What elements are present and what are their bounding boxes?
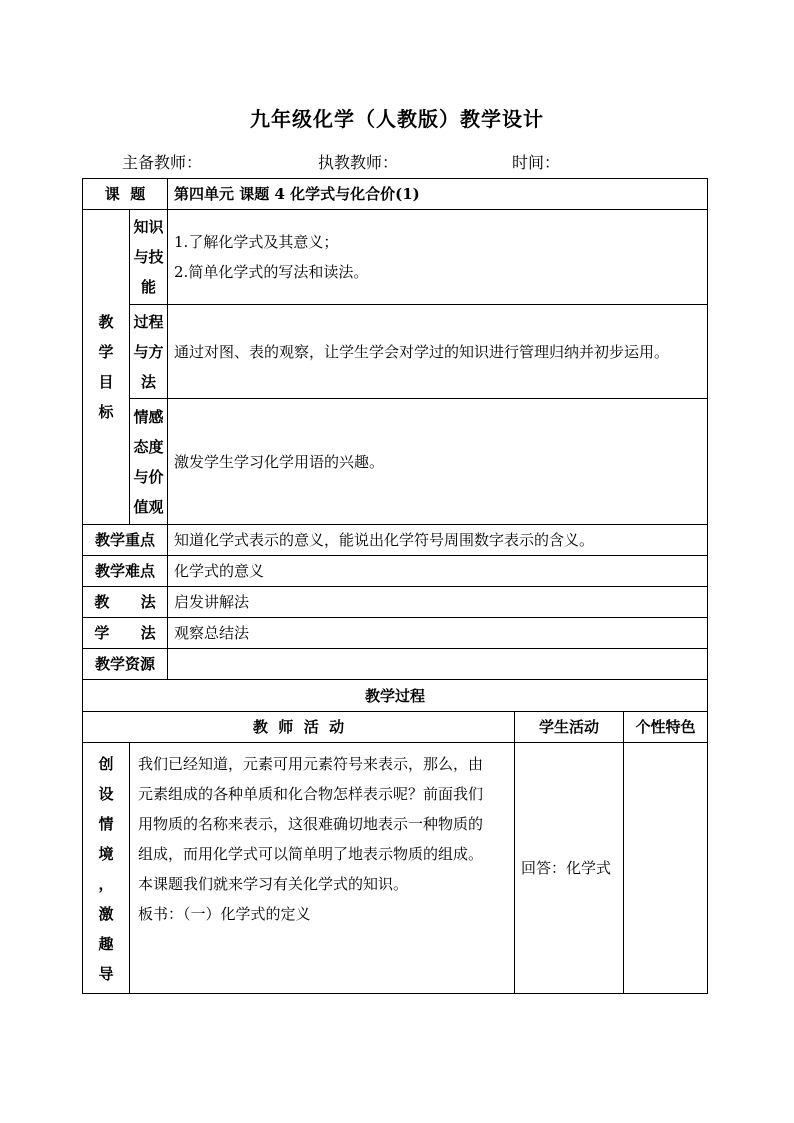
topic-row <box>83 179 708 210</box>
learning-method-value: 观察总结法 <box>168 618 708 649</box>
resources-value <box>168 649 708 680</box>
time-label: 时间： <box>512 153 561 172</box>
process-title: 教学过程 <box>83 680 708 712</box>
lesson-plan-table <box>82 178 708 994</box>
resources-label: 教学资源 <box>83 649 168 680</box>
teacher-activity-content: 我们已经知道，元素可用元素符号来表示，那么，由 元素组成的各种单质和化合物怎样表示呢？前面我们 用物质的名称来表示，这很难确切地表示一种物质的 组成，而用化学式可以简单明了地表示物质的组成。 本课题我们就来学习有关化学式的知识。 板书：（一）化学式的定义 <box>130 743 515 994</box>
teaching-method-value: 启发讲解法 <box>168 587 708 618</box>
lead-teacher-label: 主备教师： <box>122 153 203 172</box>
key-points-label: 教学重点 <box>83 525 168 556</box>
topic-value: 第四单元 课题 4 化学式与化合价(1) <box>168 179 708 210</box>
personal-feature-content <box>624 743 708 994</box>
difficulties-value: 化学式的意义 <box>168 556 708 587</box>
process-method-content: 通过对图、表的观察，让学生学会对学过的知识进行管理归纳并初步运用。 <box>168 305 708 399</box>
topic-label: 课 题 <box>83 179 168 210</box>
difficulties-label: 教学难点 <box>83 556 168 587</box>
goal-knowledge-row <box>83 210 708 305</box>
goal-emotion-row <box>83 399 708 525</box>
learning-method-row <box>83 618 708 649</box>
process-title-row <box>83 680 708 712</box>
teacher-activity-header: 教 师 活 动 <box>83 712 515 743</box>
goal-process-row <box>83 305 708 399</box>
teaching-goals-label: 教 学 目 标 <box>83 210 130 525</box>
process-method-label: 过程 与方 法 <box>130 305 168 399</box>
teaching-method-label: 教 法 <box>83 587 168 618</box>
key-points-row <box>83 525 708 556</box>
stage-label: 创 设 情 境 ， 激 趣 导 <box>83 743 130 994</box>
difficulties-row <box>83 556 708 587</box>
student-activity-header: 学生活动 <box>515 712 624 743</box>
teaching-teacher-label: 执教教师： <box>318 153 399 172</box>
document-title: 九年级化学（人教版）教学设计 <box>250 107 544 131</box>
knowledge-skill-content: 1.了解化学式及其意义； 2.简单化学式的写法和读法。 <box>168 210 708 305</box>
emotion-attitude-content: 激发学生学习化学用语的兴趣。 <box>168 399 708 525</box>
process-header-row <box>83 712 708 743</box>
learning-method-label: 学 法 <box>83 618 168 649</box>
key-points-value: 知道化学式表示的意义，能说出化学符号周围数字表示的含义。 <box>168 525 708 556</box>
emotion-attitude-label: 情感 态度 与价 值观 <box>130 399 168 525</box>
personal-feature-header: 个性特色 <box>624 712 708 743</box>
knowledge-skill-label: 知识 与技 能 <box>130 210 168 305</box>
teaching-method-row <box>83 587 708 618</box>
student-activity-content: 回答：化学式 <box>515 743 624 994</box>
resources-row <box>83 649 708 680</box>
stage-row <box>83 743 708 994</box>
